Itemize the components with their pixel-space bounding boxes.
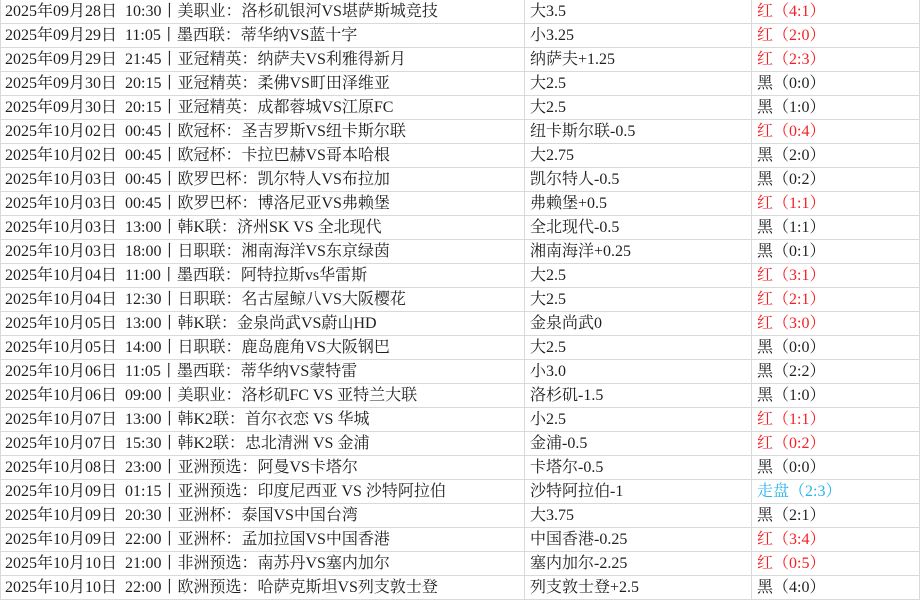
match-cell[interactable]: 2025年10月02日 00:45丨欧冠杯：圣吉罗斯VS纽卡斯尔联 (1, 120, 525, 144)
match-cell[interactable]: 2025年09月29日 11:05丨墨西联：蒂华纳VS蓝十字 (1, 24, 525, 48)
match-cell[interactable]: 2025年10月05日 13:00丨韩K联：金泉尚武VS蔚山HD (1, 312, 525, 336)
table-row (1, 120, 920, 144)
table-row (1, 216, 920, 240)
match-cell[interactable]: 2025年10月03日 00:45丨欧罗巴杯：凯尔特人VS布拉加 (1, 168, 525, 192)
pick-cell[interactable]: 洛杉矶-1.5 (525, 384, 752, 408)
result-cell[interactable]: 黑（2:2） (752, 360, 920, 384)
pick-cell[interactable]: 卡塔尔-0.5 (525, 456, 752, 480)
result-cell[interactable]: 黑（1:0） (752, 96, 920, 120)
pick-cell[interactable]: 大3.5 (525, 0, 752, 24)
result-cell[interactable]: 红（0:4） (752, 120, 920, 144)
result-cell[interactable]: 红（3:1） (752, 264, 920, 288)
result-cell[interactable]: 红（3:0） (752, 312, 920, 336)
match-cell[interactable]: 2025年09月28日 10:30丨美职业：洛杉矶银河VS堪萨斯城竞技 (1, 0, 525, 24)
pick-cell[interactable]: 弗赖堡+0.5 (525, 192, 752, 216)
result-cell[interactable]: 黑（0:1） (752, 240, 920, 264)
pick-cell[interactable]: 中国香港-0.25 (525, 528, 752, 552)
match-cell[interactable]: 2025年10月09日 20:30丨亚洲杯：泰国VS中国台湾 (1, 504, 525, 528)
table-row (1, 336, 920, 360)
match-cell[interactable]: 2025年10月09日 01:15丨亚洲预选：印度尼西亚 VS 沙特阿拉伯 (1, 480, 525, 504)
pick-cell[interactable]: 大2.75 (525, 144, 752, 168)
pick-cell[interactable]: 湘南海洋+0.25 (525, 240, 752, 264)
pick-cell[interactable]: 小3.0 (525, 360, 752, 384)
table-row (1, 192, 920, 216)
table-row (1, 432, 920, 456)
result-cell[interactable]: 红（3:4） (752, 528, 920, 552)
table-row (1, 480, 920, 504)
match-cell[interactable]: 2025年10月03日 13:00丨韩K联：济州SK VS 全北现代 (1, 216, 525, 240)
result-cell[interactable]: 走盘（2:3） (752, 480, 920, 504)
result-cell[interactable]: 黑（2:0） (752, 144, 920, 168)
result-cell[interactable]: 红（1:1） (752, 408, 920, 432)
table-row (1, 0, 920, 24)
result-cell[interactable]: 黑（0:0） (752, 336, 920, 360)
match-cell[interactable]: 2025年10月04日 12:30丨日职联：名古屋鲸八VS大阪樱花 (1, 288, 525, 312)
result-cell[interactable]: 红（0:5） (752, 552, 920, 576)
match-cell[interactable]: 2025年10月07日 15:30丨韩K2联：忠北清洲 VS 金浦 (1, 432, 525, 456)
pick-cell[interactable]: 列支敦士登+2.5 (525, 576, 752, 600)
result-cell[interactable]: 黑（0:0） (752, 72, 920, 96)
pick-cell[interactable]: 大2.5 (525, 264, 752, 288)
result-cell[interactable]: 黑（1:1） (752, 216, 920, 240)
result-cell[interactable]: 红（4:1） (752, 0, 920, 24)
pick-cell[interactable]: 大2.5 (525, 72, 752, 96)
pick-cell[interactable]: 大2.5 (525, 336, 752, 360)
match-cell[interactable]: 2025年09月30日 20:15丨亚冠精英：柔佛VS町田泽维亚 (1, 72, 525, 96)
match-cell[interactable]: 2025年10月05日 14:00丨日职联：鹿岛鹿角VS大阪钢巴 (1, 336, 525, 360)
table-row (1, 360, 920, 384)
result-cell[interactable]: 红（1:1） (752, 192, 920, 216)
result-cell[interactable]: 黑（0:2） (752, 168, 920, 192)
pick-cell[interactable]: 纳萨夫+1.25 (525, 48, 752, 72)
match-cell[interactable]: 2025年10月03日 18:00丨日职联：湘南海洋VS东京绿茵 (1, 240, 525, 264)
table-row (1, 96, 920, 120)
match-cell[interactable]: 2025年09月29日 21:45丨亚冠精英：纳萨夫VS利雅得新月 (1, 48, 525, 72)
result-cell[interactable]: 黑（4:0） (752, 576, 920, 600)
match-cell[interactable]: 2025年10月02日 00:45丨欧冠杯：卡拉巴赫VS哥本哈根 (1, 144, 525, 168)
table-row (1, 144, 920, 168)
table-row (1, 456, 920, 480)
table-row (1, 264, 920, 288)
pick-cell[interactable]: 全北现代-0.5 (525, 216, 752, 240)
table-row (1, 168, 920, 192)
match-cell[interactable]: 2025年10月07日 13:00丨韩K2联：首尔衣恋 VS 华城 (1, 408, 525, 432)
match-cell[interactable]: 2025年10月10日 22:00丨欧洲预选：哈萨克斯坦VS列支敦士登 (1, 576, 525, 600)
match-cell[interactable]: 2025年10月04日 11:00丨墨西联：阿特拉斯vs华雷斯 (1, 264, 525, 288)
table-row (1, 504, 920, 528)
result-cell[interactable]: 黑（1:0） (752, 384, 920, 408)
result-cell[interactable]: 红（2:1） (752, 288, 920, 312)
table-row (1, 288, 920, 312)
pick-cell[interactable]: 大2.5 (525, 96, 752, 120)
table-row (1, 528, 920, 552)
pick-cell[interactable]: 小3.25 (525, 24, 752, 48)
result-cell[interactable]: 红（2:3） (752, 48, 920, 72)
table-row (1, 552, 920, 576)
result-cell[interactable]: 红（2:0） (752, 24, 920, 48)
pick-cell[interactable]: 大3.75 (525, 504, 752, 528)
match-cell[interactable]: 2025年10月06日 09:00丨美职业：洛杉矶FC VS 亚特兰大联 (1, 384, 525, 408)
table-row (1, 312, 920, 336)
match-cell[interactable]: 2025年10月08日 23:00丨亚洲预选：阿曼VS卡塔尔 (1, 456, 525, 480)
pick-cell[interactable]: 金浦-0.5 (525, 432, 752, 456)
table-row (1, 72, 920, 96)
pick-cell[interactable]: 纽卡斯尔联-0.5 (525, 120, 752, 144)
pick-cell[interactable]: 小2.5 (525, 408, 752, 432)
result-cell[interactable]: 红（0:2） (752, 432, 920, 456)
match-cell[interactable]: 2025年10月10日 21:00丨非洲预选：南苏丹VS塞内加尔 (1, 552, 525, 576)
pick-cell[interactable]: 塞内加尔-2.25 (525, 552, 752, 576)
table-row (1, 24, 920, 48)
table-row (1, 48, 920, 72)
match-cell[interactable]: 2025年10月03日 00:45丨欧罗巴杯：博洛尼亚VS弗赖堡 (1, 192, 525, 216)
pick-cell[interactable]: 大2.5 (525, 288, 752, 312)
pick-cell[interactable]: 金泉尚武0 (525, 312, 752, 336)
result-cell[interactable]: 黑（0:0） (752, 456, 920, 480)
pick-cell[interactable]: 沙特阿拉伯-1 (525, 480, 752, 504)
match-cell[interactable]: 2025年09月30日 20:15丨亚冠精英：成都蓉城VS江原FC (1, 96, 525, 120)
result-cell[interactable]: 黑（2:1） (752, 504, 920, 528)
table-row (1, 408, 920, 432)
match-cell[interactable]: 2025年10月06日 11:05丨墨西联：蒂华纳VS蒙特雷 (1, 360, 525, 384)
table-row (1, 240, 920, 264)
table-row (1, 576, 920, 600)
pick-cell[interactable]: 凯尔特人-0.5 (525, 168, 752, 192)
match-cell[interactable]: 2025年10月09日 22:00丨亚洲杯：孟加拉国VS中国香港 (1, 528, 525, 552)
table-row (1, 384, 920, 408)
